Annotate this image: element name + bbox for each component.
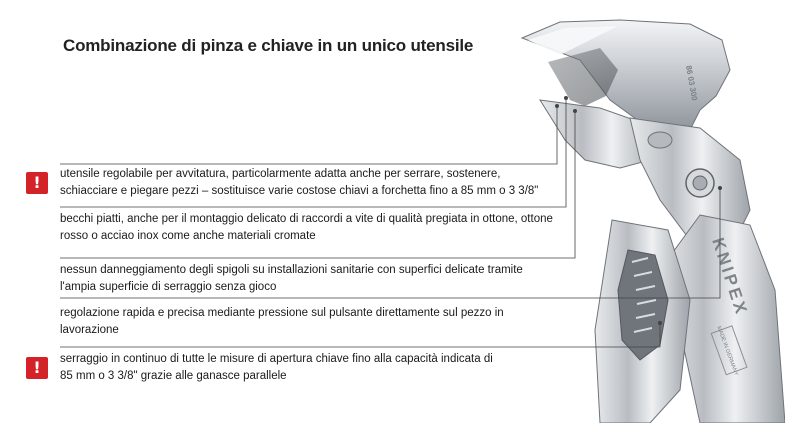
feature-text: serraggio in continuo di tutte le misure di apertura chiave fino alla capacità indicata di 85 mm o 3 3/8" grazie alle ganasce parallele: [60, 353, 493, 382]
feature-text: becchi piatti, anche per il montaggio delicato di raccordi a vite di qualità pregiata in ottone, ottone rosso o acciao inox come anche materiali cromate: [60, 213, 553, 242]
alert-icon: !: [26, 357, 48, 379]
origin-marking: MADE IN GERMANY: [715, 325, 739, 377]
feature-text: utensile regolabile per avvitatura, particolarmente adatta anche per serrare, sostenere, schiacciare e piegare pezzi – sostituisce varie costose chiavi a forchetta fino a 85 mm o 3 3/8": [60, 168, 539, 197]
brand-engraving: KNIPEX: [708, 235, 752, 319]
feature-text: nessun danneggiamento degli spigoli su installazioni sanitarie con superfici delicate tramite l'ampia superficie di serraggio senza gioco: [60, 264, 523, 293]
page-title: Combinazione di pinza e chiave in un unico utensile: [63, 36, 474, 55]
alert-icon: !: [26, 172, 48, 194]
feature-text: regolazione rapida e precisa mediante pressione sul pulsante direttamente sul pezzo in lavorazione: [60, 307, 504, 336]
model-marking: 86 03 300: [684, 64, 700, 102]
